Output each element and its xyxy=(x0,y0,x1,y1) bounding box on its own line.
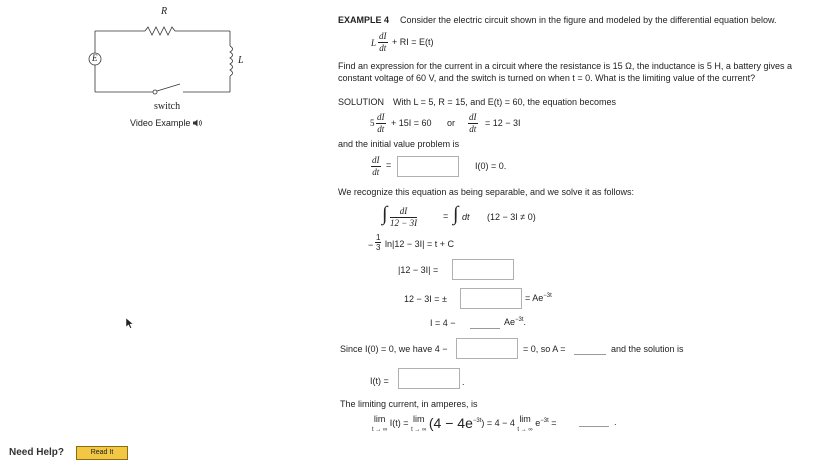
inductor-label: L xyxy=(238,55,244,66)
i-line: I = 4 − xyxy=(430,318,456,328)
source-label: E xyxy=(92,53,98,63)
pm-rhs: = $Ae^{-3t}$ xyxy=(525,293,552,303)
derivative-fraction-3: $\frac{dI}{dt}$ xyxy=(469,112,477,134)
integral-equals: = xyxy=(443,211,449,221)
i-line-tail: $Ae^{-3t}$. xyxy=(504,317,527,327)
a-value-blank[interactable] xyxy=(574,342,606,355)
limit-answer-blank[interactable] xyxy=(579,414,609,427)
abs-answer-box[interactable] xyxy=(452,259,514,280)
abs-line: |12 − 3I| = xyxy=(398,265,439,275)
problem-line-1: Find an expression for the current in a circuit where the resistance is 15 Ω, the inductance is 5 H, a battery gives a xyxy=(338,61,792,71)
de-rhs: + RI = E(t) xyxy=(392,37,434,47)
pm-line: 12 − 3I = ± xyxy=(404,294,447,304)
final-lhs: I(t) = xyxy=(370,376,389,386)
eq2-rest: = 12 − 3I xyxy=(485,118,521,128)
circuit-diagram xyxy=(85,10,245,110)
integral-fraction: $\frac{dI}{12 - 3I}$ xyxy=(390,206,418,228)
switch-symbol xyxy=(157,84,180,91)
derivative-fraction-2: $\frac{dI}{dt}$ xyxy=(377,112,385,134)
video-example-label: Video Example xyxy=(130,118,191,128)
mouse-cursor-icon xyxy=(126,318,134,329)
need-help-label: Need Help? xyxy=(9,447,65,458)
ivp-text: and the initial value problem is xyxy=(338,139,460,149)
since-end: and the solution is xyxy=(611,344,684,354)
or-text: or xyxy=(447,118,456,128)
ivp-equals: = xyxy=(386,160,392,170)
limit-line: lim t → ∞ I(t) = lim t → ∞ $(4 - 4e^{-3t}) = 4 - 4$ lim t → ∞ $e^{-3t}$ = xyxy=(372,414,557,433)
eq1-rest: + 15I = 60 xyxy=(391,118,432,128)
log-line: ln|12 − 3I| = t + C xyxy=(385,239,454,249)
derivative-fraction-4: $\frac{dI}{dt}$ xyxy=(372,155,380,177)
resistor-symbol xyxy=(145,27,175,35)
solution-label: SOLUTION xyxy=(338,97,385,107)
integral-sign-left: ∫ xyxy=(382,203,388,225)
example-intro: Consider the electric circuit shown in the figure and modeled by the differential equation below. xyxy=(400,15,777,25)
coef-5: 5 xyxy=(370,118,375,128)
coef-l: L xyxy=(371,38,377,48)
negative-sign: − xyxy=(368,240,374,250)
example-label: EXAMPLE 4 xyxy=(338,15,390,25)
video-example-link[interactable] xyxy=(130,118,202,128)
since-mid: = 0, so A = xyxy=(523,344,566,354)
limit-end: . xyxy=(614,417,617,427)
i-line-blank[interactable] xyxy=(470,316,500,329)
final-answer-box[interactable] xyxy=(398,368,460,389)
since-text: Since I(0) = 0, we have 4 − xyxy=(340,344,448,354)
derivative-fraction-1: $\frac{dI}{dt}$ xyxy=(379,31,387,53)
ivp-answer-box[interactable] xyxy=(397,156,459,177)
resistor-label: R xyxy=(161,6,168,17)
separable-text: We recognize this equation as being separable, and we solve it as follows: xyxy=(338,187,635,197)
read-it-button[interactable]: Read It xyxy=(76,446,128,460)
inductor-symbol xyxy=(230,46,233,76)
problem-line-2: constant voltage of 60 V, and the switch is turned on when t = 0. What is the limiting value of the current? xyxy=(338,73,756,83)
integral-sign-right: ∫ xyxy=(453,203,459,225)
switch-label: switch xyxy=(154,101,181,112)
since-answer-box[interactable] xyxy=(456,338,518,359)
pm-answer-box[interactable] xyxy=(460,288,522,309)
one-third-fraction: $\frac{1}{3}$ xyxy=(376,233,381,252)
integral-condition: (12 − 3I ≠ 0) xyxy=(487,212,536,222)
final-end: . xyxy=(462,377,465,387)
limit-intro: The limiting current, in amperes, is xyxy=(340,399,478,409)
solution-text: With L = 5, R = 15, and E(t) = 60, the equation becomes xyxy=(393,97,617,107)
integral-rhs: dt xyxy=(462,212,470,222)
ivp-condition: I(0) = 0. xyxy=(475,161,507,171)
speaker-icon xyxy=(193,119,202,127)
